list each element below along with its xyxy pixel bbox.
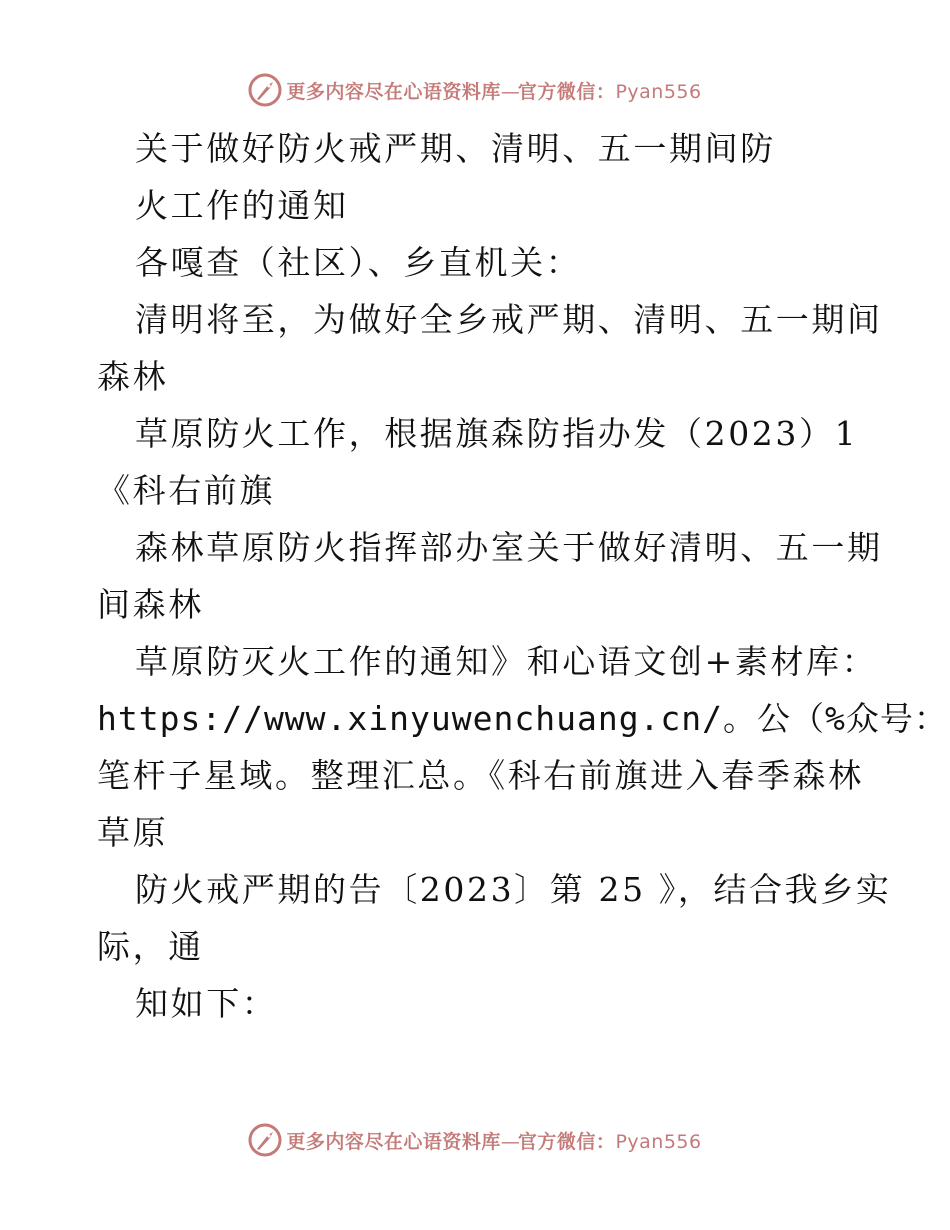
header-watermark [0,70,950,110]
watermark-dash: — [500,80,518,103]
doc-salutation: 各嘎查（社区）、乡直机关： [135,243,582,282]
pen-nib-logo-icon [248,1123,282,1157]
doc-text-line: 森林草原防火指挥部办室关于做好清明、五一期 [135,528,883,567]
watermark-brand: 更多内容尽在心语资料库 [286,1130,501,1153]
doc-url-line: https://www.xinyuwenchuang.cn/。公（%众号： [97,699,948,738]
watermark-dash: — [500,1130,518,1153]
watermark-text [286,1127,701,1154]
watermark-official: 官方微信： [517,1130,616,1153]
watermark-brand: 更多内容尽在心语资料库 [286,80,501,103]
watermark-text [286,77,701,104]
doc-text-line: 草原防火工作，根据旗森防指办发（2023）1 [135,414,859,453]
watermark-official: 官方微信： [517,80,616,103]
doc-text-line: 草原防灭火工作的通知》和心语文创+素材库： [135,642,878,681]
pen-nib-logo-icon [248,73,282,107]
watermark-handle: Pyan556 [615,80,702,103]
doc-title-line-1: 关于做好防火戒严期、清明、五一期间防 [135,129,776,168]
doc-text-line: 笔杆子星域。整理汇总。《科右前旗进入春季森林 [97,756,864,795]
doc-text-line: 《科右前旗 [97,471,275,510]
doc-text-line: 间森林 [97,585,204,624]
footer-watermark [0,1120,950,1160]
doc-text-line: 森林 [97,357,169,396]
doc-text-line: 清明将至，为做好全乡戒严期、清明、五一期间 [135,300,883,339]
doc-text-line: 防火戒严期的告〔2023〕第 25 》，结合我乡实 [135,870,892,909]
doc-title-line-2: 火工作的通知 [135,186,349,225]
document-body [97,120,948,1032]
doc-text-line: 际，通 [97,927,204,966]
watermark-handle: Pyan556 [615,1130,702,1153]
doc-text-line: 知如下： [135,984,278,1023]
doc-text-line: 草原 [97,813,169,852]
